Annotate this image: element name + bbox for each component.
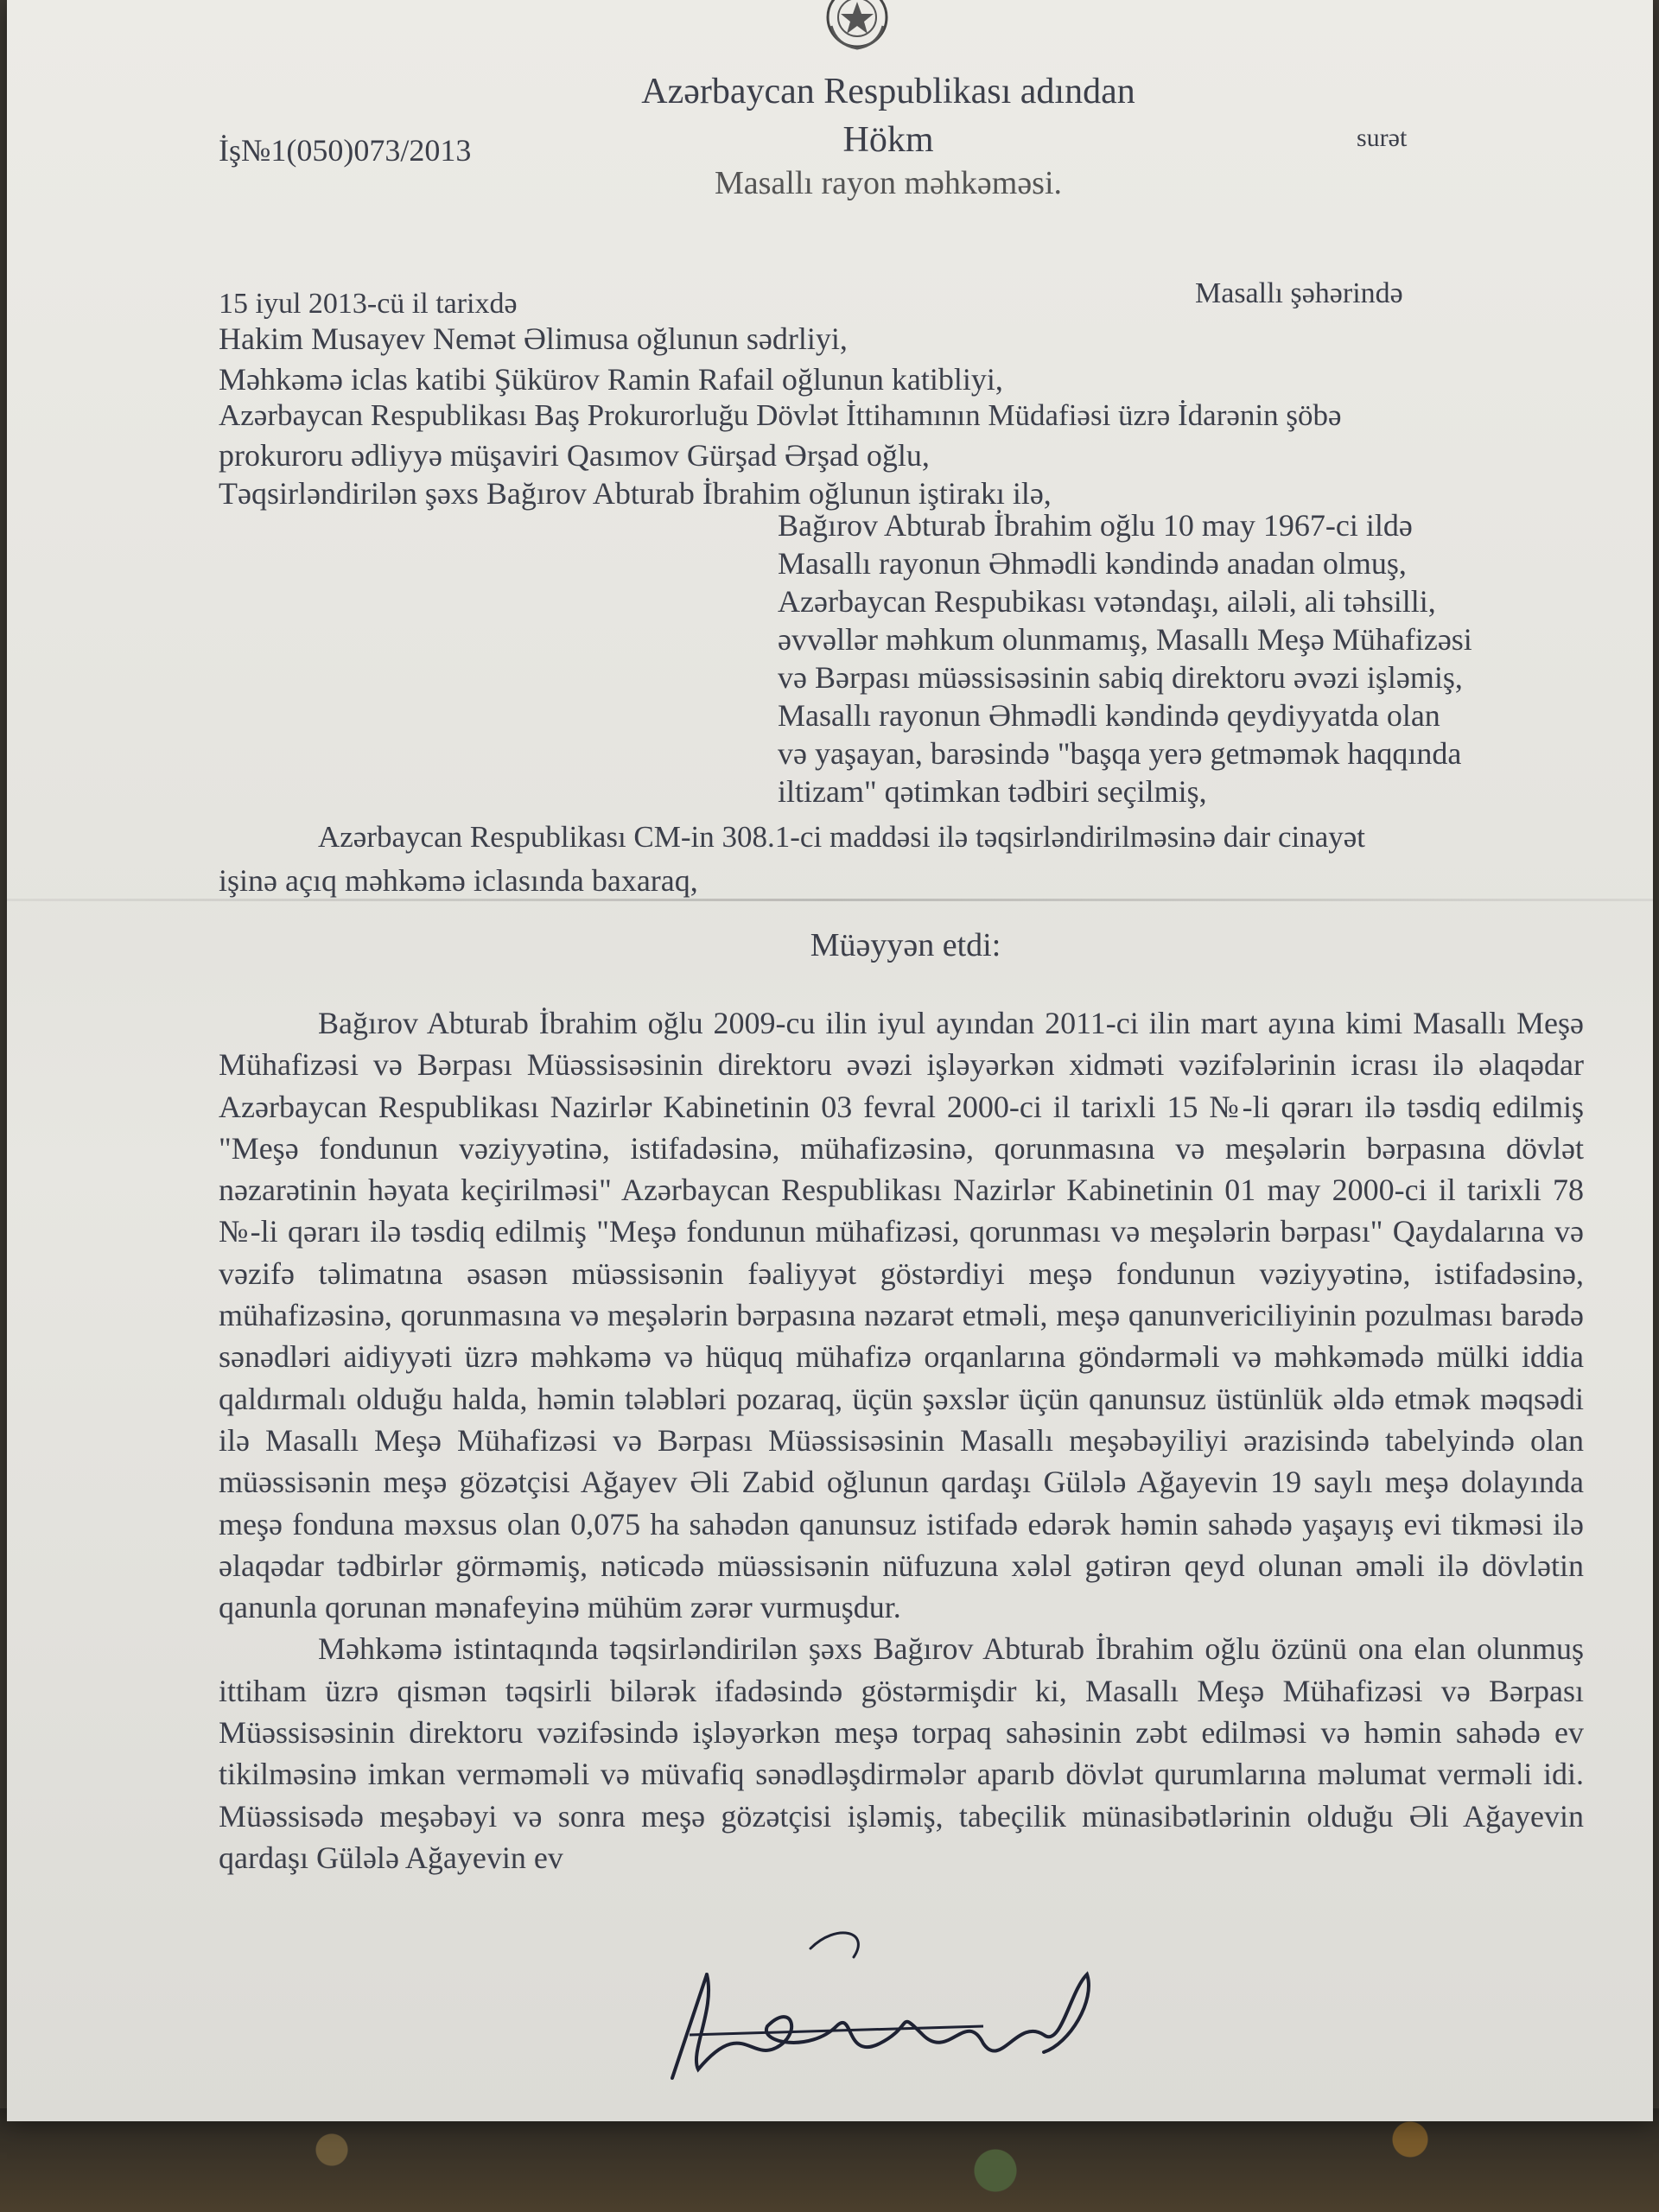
defendant-info-line: və yaşayan, barəsində "başqa yerə getməmək haqqında xyxy=(778,736,1462,771)
heading-republic: Azərbaycan Respublikası adından xyxy=(641,72,1135,111)
defendant-info-line: əvvəllər məhkum olunmamış, Masallı Meşə Mühafizəsi xyxy=(778,622,1472,657)
defendant-info-line: iltizam" qətimkan tədbiri seçilmiş, xyxy=(778,774,1207,809)
composition-line: prokuroru ədliyyə müşaviri Qasımov Gürşad Ərşad oğlu, xyxy=(219,438,930,473)
defendant-info-line: Masallı rayonun Əhmədli kəndində qeydiyyatda olan xyxy=(778,698,1440,733)
handwritten-signature xyxy=(638,1897,1122,2095)
heading-verdict: Hökm xyxy=(842,120,934,160)
paragraph-findings: Bağırov Abturab İbrahim oğlu 2009-cu ilin iyul ayından 2011-ci ilin mart ayına kimi Masallı Meşə Mühafizəsi və Bərpası Müəssisəsinin direktoru əvəzi işləyərkən xidməti vəzifələrinin icrası ilə əlaqədar Azərbaycan Respublikası Nazirlər Kabinetinin 03 fevral 2000-ci il tarixli 15 №-li qərarı ilə təsdiq edilmiş "Meşə fondunun vəziyyətinə, istifadəsinə, mühafizəsinə, qorunmasına və meşələrin bərpasına dövlət nəzarətinin həyata keçirilməsi" Azərbaycan Respublikası Nazirlər Kabinetinin 01 may 2000-ci il tarixli 78 №-li qərarı ilə təsdiq edilmiş "Meşə fondunun mühafizəsi, qorunması və meşələrin bərpası" Qaydalarına və vəzifə təlimatına əsasən müəssisənin fəaliyyət göstərdiyi meşə fondunun vəziyyətinə, istifadəsinə, mühafizəsinə, qorunmasına və meşələrin bərpasına nəzarət etməli, meşə qanunvericiliyinin pozulması barədə sənədləri aidiyyəti üzrə məhkəmə və hüquq mühafizə orqanlarına göndərməli və məhkəmədə mülki iddia qaldırmalı olduğu halda, həmin tələbləri pozaraq, üçün şəxslər üçün qanunsuz üstünlük əldə etmək məqsədi ilə Masallı Meşə Mühafizəsi və Bərpası Müəssisəsinin Masallı meşəbəyiliyi ərazisində tabelyində olan müəssisənin meşə gözətçisi Ağayev Əli Zabid oğlunun qardaşı Gülələ Ağayevin 19 saylı meşə dolayında meşə fonduna məxsus olan 0,075 ha sahədən qanunsuz istifadə edərək həmin sahədə yaşayış evi tikməsi ilə əlaqədar tədbirlər görməmiş, nəticədə müəssisənin nüfuzuna xələl gətirən qeyd olunan əməli ilə dövlətin qanunla qorunan mənafeyinə mühüm zərər vurmuşdur. xyxy=(219,1006,1584,1625)
case-number: İş№1(050)073/2013 xyxy=(219,133,472,168)
composition-line: Hakim Musayev Nemət Əlimusa oğlunun sədrliyi, xyxy=(219,321,848,356)
verdict-body xyxy=(219,1002,1584,1878)
defendant-info-line: Masallı rayonun Əhmədli kəndində anadan olmuş, xyxy=(778,546,1407,581)
defendant-info-line: Bağırov Abturab İbrahim oğlu 10 may 1967-ci ildə xyxy=(778,508,1413,543)
defendant-info-line: Azərbaycan Respubikası vətəndaşı, ailəli, ali təhsilli, xyxy=(778,584,1436,619)
copy-mark: surət xyxy=(1357,124,1408,152)
background-fabric xyxy=(0,2108,1659,2212)
defendant-info-line: və Bərpası müəssisəsinin sabiq direktoru əvəzi işləmiş, xyxy=(778,660,1463,695)
paper-fold xyxy=(7,899,1653,901)
heading-court: Masallı rayon məhkəməsi. xyxy=(714,165,1063,201)
composition-line: Məhkəmə iclas katibi Şükürov Ramin Rafail oğlunun katibliyi, xyxy=(219,362,1003,397)
section-heading: Müəyyən etdi: xyxy=(810,927,1001,963)
charge-line: Azərbaycan Respublikası CM-in 308.1-ci maddəsi ilə təqsirləndirilməsinə dair cinayət xyxy=(318,820,1366,854)
verdict-place: Masallı şəhərində xyxy=(1195,277,1403,309)
composition-line: Azərbaycan Respublikası Baş Prokurorluğu Dövlət İttihamının Müdafiəsi üzrə İdarənin şöbə xyxy=(219,398,1342,432)
charge-line: işinə açıq məhkəmə iclasında baxaraq, xyxy=(219,863,698,898)
paragraph-testimony: Məhkəmə istintaqında təqsirləndirilən şəxs Bağırov Abturab İbrahim oğlu özünü ona elan olunmuş ittiham üzrə qismən təqsirli bilərək ifadəsində göstərmişdir ki, Masallı Meşə Mühafizəsi və Bərpası Müəssisəsinin direktoru vəzifəsində işləyərkən meşə torpaq sahəsinin zəbt edilməsi və həmin sahədə ev tikilməsinə imkan verməməli və müvafiq sənədləşdirmələr aparıb dövlət qurumlarına məlumat verməli idi. Müəssisədə meşəbəyi və sonra meşə gözətçisi işləmiş, tabeçilik münasibətlərinin olduğu Əli Ağayevin qardaşı Gülələ Ağayevin ev xyxy=(219,1631,1584,1875)
document-page xyxy=(7,0,1653,2121)
verdict-date: 15 iyul 2013-cü il tarixdə xyxy=(219,288,518,320)
composition-line: Təqsirləndirilən şəxs Bağırov Abturab İbrahim oğlunun iştirakı ilə, xyxy=(219,476,1052,511)
state-emblem-icon xyxy=(819,0,895,67)
